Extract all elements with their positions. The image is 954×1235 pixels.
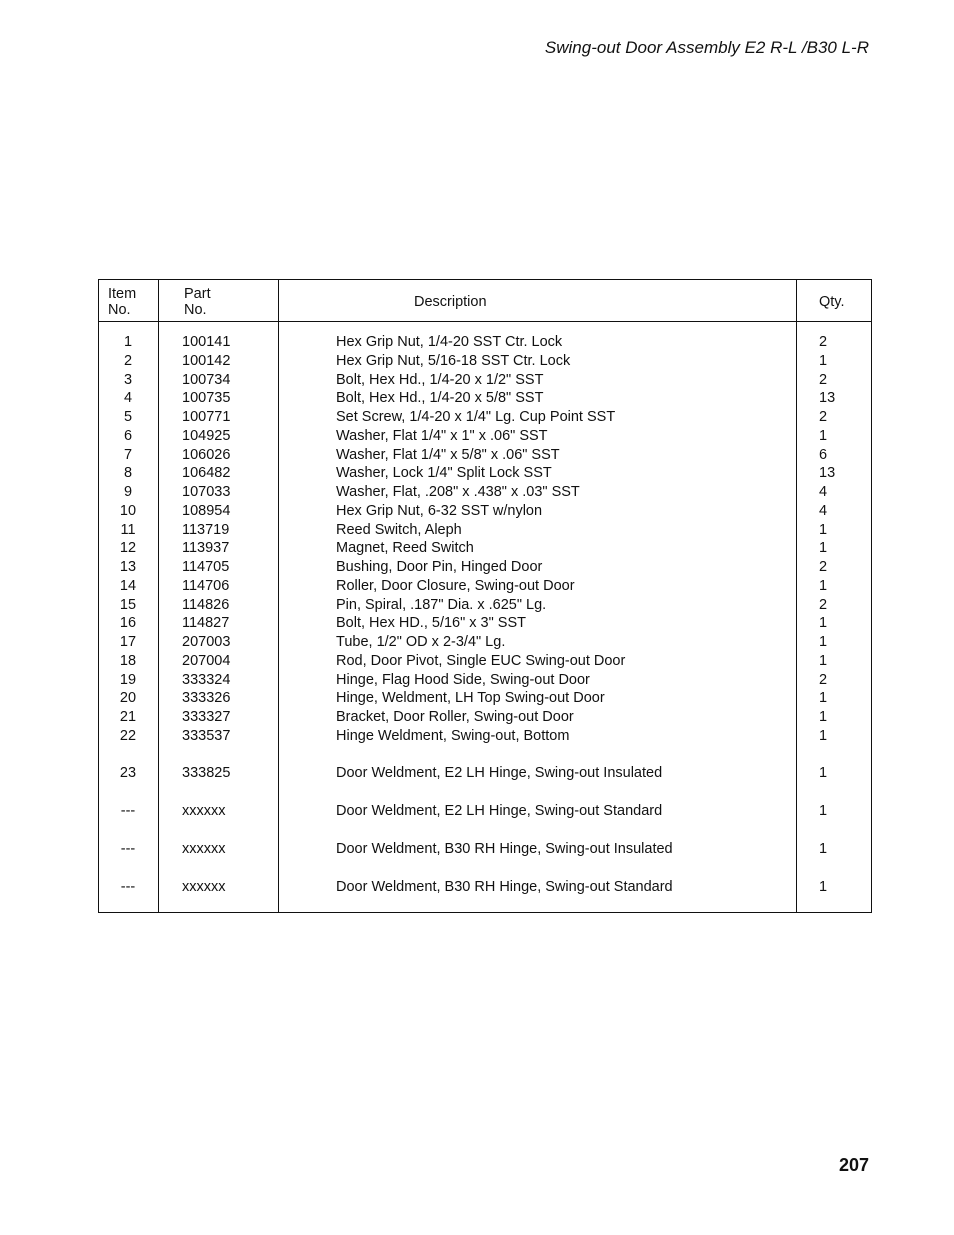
qty-cell: 2 xyxy=(819,409,828,425)
qty-cell: 1 xyxy=(819,577,828,594)
item-no-cell: 14 xyxy=(119,577,137,594)
qty-cell: 4 xyxy=(819,502,828,519)
header-description: Description xyxy=(414,294,487,310)
part-no-cell: 333326 xyxy=(182,690,231,707)
qty-cell: 2 xyxy=(819,334,828,350)
part-no-cell: 333825 xyxy=(182,765,231,782)
qty-cell: 2 xyxy=(819,559,828,575)
qty-cell: 1 xyxy=(819,841,828,858)
qty-cell: 13 xyxy=(819,390,836,407)
part-no-cell: 114706 xyxy=(182,577,230,594)
description-cell: Bolt, Hex Hd., 1/4-20 x 1/2" SST xyxy=(336,371,544,388)
part-no-cell: 108954 xyxy=(182,502,231,519)
part-no-cell: 333537 xyxy=(182,727,231,744)
description-cell: Door Weldment, B30 RH Hinge, Swing-out Insulated xyxy=(336,841,673,858)
description-cell: Set Screw, 1/4-20 x 1/4" Lg. Cup Point SST xyxy=(336,409,616,425)
qty-cell: 1 xyxy=(819,652,828,669)
item-no-cell: 17 xyxy=(119,634,137,650)
description-cell: Door Weldment, E2 LH Hinge, Swing-out Standard xyxy=(336,803,663,820)
table-row xyxy=(99,802,871,821)
part-no-cell: 207004 xyxy=(182,652,231,669)
table-row xyxy=(99,371,871,390)
qty-cell: 1 xyxy=(819,709,828,725)
item-no-cell: 18 xyxy=(119,652,137,669)
header-divider xyxy=(99,321,871,322)
part-no-cell: 104925 xyxy=(182,427,231,444)
qty-cell: 1 xyxy=(819,540,828,557)
table-row xyxy=(99,408,871,427)
item-no-cell: 13 xyxy=(119,559,137,575)
part-no-cell: 107033 xyxy=(182,484,231,500)
qty-cell: 1 xyxy=(819,803,828,820)
description-cell: Hex Grip Nut, 1/4-20 SST Ctr. Lock xyxy=(336,334,563,350)
table-row xyxy=(99,671,871,690)
description-cell: Bushing, Door Pin, Hinged Door xyxy=(336,559,543,575)
description-cell: Washer, Flat 1/4" x 5/8" x .06" SST xyxy=(336,446,560,463)
table-row xyxy=(99,446,871,465)
item-no-cell: 3 xyxy=(123,371,133,388)
qty-cell: 2 xyxy=(819,671,828,688)
table-row xyxy=(99,727,871,746)
table-row xyxy=(99,558,871,577)
part-no-cell: xxxxxx xyxy=(182,879,226,896)
table-row xyxy=(99,333,871,352)
qty-cell: 1 xyxy=(819,521,828,538)
description-cell: Washer, Lock 1/4" Split Lock SST xyxy=(336,465,552,482)
qty-cell: 4 xyxy=(819,484,828,500)
qty-cell: 1 xyxy=(819,690,828,707)
item-no-cell: 15 xyxy=(119,596,137,613)
table-row xyxy=(99,596,871,615)
table-row xyxy=(99,840,871,859)
qty-cell: 1 xyxy=(819,765,828,782)
qty-cell: 1 xyxy=(819,727,828,744)
description-cell: Hinge, Weldment, LH Top Swing-out Door xyxy=(336,690,605,707)
description-cell: Tube, 1/2" OD x 2-3/4" Lg. xyxy=(336,634,506,650)
parts-table xyxy=(98,279,872,913)
description-cell: Magnet, Reed Switch xyxy=(336,540,474,557)
part-no-cell: 113719 xyxy=(182,521,230,538)
description-cell: Door Weldment, E2 LH Hinge, Swing-out Insulated xyxy=(336,765,663,782)
table-row xyxy=(99,689,871,708)
part-no-cell: xxxxxx xyxy=(182,841,226,858)
item-no-cell: 6 xyxy=(123,427,133,444)
description-cell: Hex Grip Nut, 6-32 SST w/nylon xyxy=(336,502,543,519)
table-row xyxy=(99,708,871,727)
page-header-title: Swing-out Door Assembly E2 R-L /B30 L-R xyxy=(544,38,869,57)
qty-cell: 1 xyxy=(819,352,828,369)
qty-cell: 6 xyxy=(819,446,828,463)
item-no-cell: 9 xyxy=(123,484,133,500)
table-row xyxy=(99,577,871,596)
table-row xyxy=(99,483,871,502)
table-row xyxy=(99,878,871,897)
item-no-cell: 4 xyxy=(123,390,133,407)
part-no-cell: xxxxxx xyxy=(182,803,226,820)
item-no-cell: 19 xyxy=(119,671,137,688)
qty-cell: 13 xyxy=(819,465,836,482)
part-no-cell: 333324 xyxy=(182,671,231,688)
table-row xyxy=(99,521,871,540)
qty-cell: 1 xyxy=(819,615,828,632)
table-row xyxy=(99,502,871,521)
part-no-cell: 100142 xyxy=(182,352,231,369)
part-no-cell: 333327 xyxy=(182,709,231,725)
table-row xyxy=(99,764,871,783)
item-no-cell: 21 xyxy=(119,709,137,725)
item-no-cell: 10 xyxy=(119,502,137,519)
description-cell: Hinge, Flag Hood Side, Swing-out Door xyxy=(336,671,590,688)
item-no-cell: 2 xyxy=(123,352,133,369)
qty-cell: 1 xyxy=(819,879,828,896)
description-cell: Bracket, Door Roller, Swing-out Door xyxy=(336,709,574,725)
item-no-cell: 5 xyxy=(123,409,133,425)
part-no-cell: 114827 xyxy=(182,615,230,632)
item-no-cell: --- xyxy=(120,879,136,896)
part-no-cell: 100734 xyxy=(182,371,231,388)
item-no-cell: 8 xyxy=(123,465,133,482)
qty-cell: 2 xyxy=(819,596,828,613)
item-no-cell: 7 xyxy=(123,446,133,463)
item-no-cell: 23 xyxy=(119,765,137,782)
item-no-cell: 20 xyxy=(119,690,137,707)
header-qty: Qty. xyxy=(819,294,845,310)
table-row xyxy=(99,464,871,483)
part-no-cell: 114705 xyxy=(182,559,230,575)
part-no-cell: 100771 xyxy=(182,409,231,425)
table-row xyxy=(99,633,871,652)
description-cell: Hinge Weldment, Swing-out, Bottom xyxy=(336,727,570,744)
item-no-cell: 1 xyxy=(123,334,133,350)
part-no-cell: 106026 xyxy=(182,446,231,463)
header-item-no: Item No. xyxy=(108,286,137,318)
part-no-cell: 113937 xyxy=(182,540,230,557)
description-cell: Washer, Flat 1/4" x 1" x .06" SST xyxy=(336,427,548,444)
table-row xyxy=(99,652,871,671)
description-cell: Hex Grip Nut, 5/16-18 SST Ctr. Lock xyxy=(336,352,571,369)
page-number: 207 xyxy=(838,1155,869,1175)
part-no-cell: 106482 xyxy=(182,465,231,482)
part-no-cell: 114826 xyxy=(182,596,230,613)
description-cell: Bolt, Hex HD., 5/16" x 3" SST xyxy=(336,615,527,632)
item-no-cell: 16 xyxy=(119,615,137,632)
qty-cell: 1 xyxy=(819,427,828,444)
table-row xyxy=(99,614,871,633)
part-no-cell: 207003 xyxy=(182,634,231,650)
item-no-cell: --- xyxy=(120,803,136,820)
description-cell: Reed Switch, Aleph xyxy=(336,521,462,538)
description-cell: Pin, Spiral, .187" Dia. x .625" Lg. xyxy=(336,596,547,613)
table-row xyxy=(99,539,871,558)
item-no-cell: 22 xyxy=(119,727,137,744)
description-cell: Bolt, Hex Hd., 1/4-20 x 5/8" SST xyxy=(336,390,544,407)
table-row xyxy=(99,352,871,371)
table-row xyxy=(99,389,871,408)
table-row xyxy=(99,427,871,446)
description-cell: Door Weldment, B30 RH Hinge, Swing-out Standard xyxy=(336,879,673,896)
description-cell: Rod, Door Pivot, Single EUC Swing-out Door xyxy=(336,652,626,669)
part-no-cell: 100141 xyxy=(182,334,231,350)
qty-cell: 1 xyxy=(819,634,828,650)
part-no-cell: 100735 xyxy=(182,390,231,407)
header-part-no: Part No. xyxy=(184,286,211,318)
item-no-cell: 12 xyxy=(119,540,137,557)
qty-cell: 2 xyxy=(819,371,828,388)
description-cell: Washer, Flat, .208" x .438" x .03" SST xyxy=(336,484,580,500)
item-no-cell: 11 xyxy=(120,521,136,538)
item-no-cell: --- xyxy=(120,841,136,858)
description-cell: Roller, Door Closure, Swing-out Door xyxy=(336,577,575,594)
